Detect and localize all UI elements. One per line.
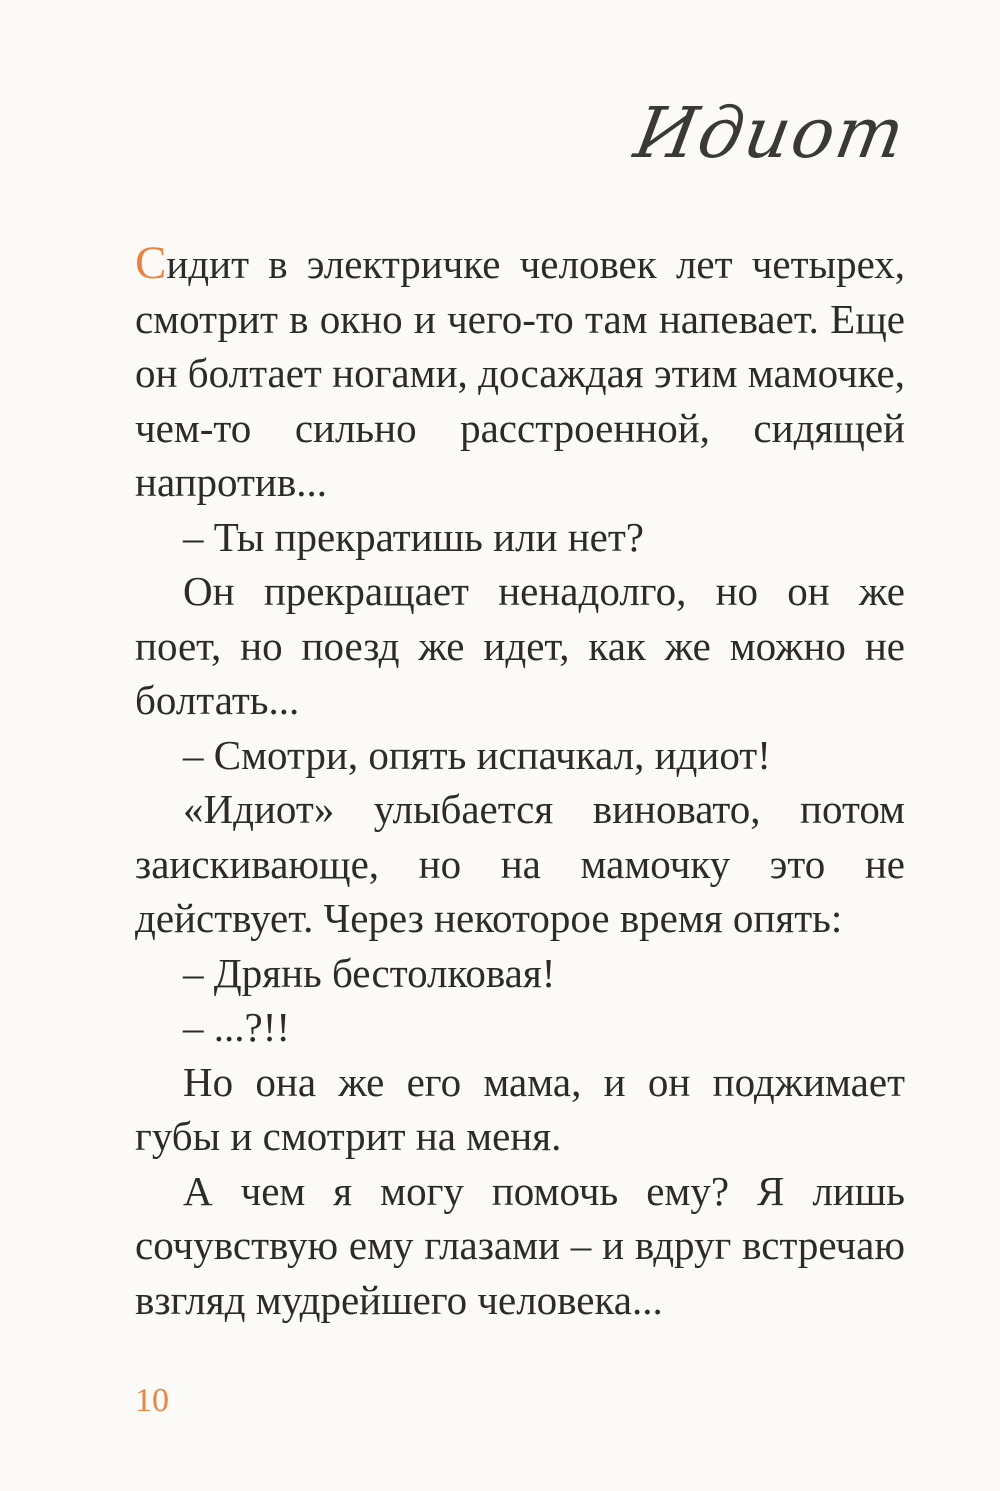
paragraph-3: Он прекращает ненадолго, но он же поет, но поезд же идет, как же можно не болтать... [135, 568, 905, 723]
story-text [135, 236, 905, 1327]
paragraph-6: – Дрянь бестолковая! [183, 949, 556, 996]
paragraph-4: – Смотри, опять испачкал, идиот! [183, 731, 771, 778]
paragraph-5: «Идиот» улыбается виновато, потом заискивающе, но на мамочку это не действует. Через некоторое время опять: [135, 786, 905, 941]
page-number: 10 [135, 1382, 169, 1419]
paragraph-9: А чем я могу помочь ему? Я лишь сочувствую ему глазами – и вдруг встречаю взгляд мудрейшего человека... [135, 1167, 905, 1323]
paragraph-1-text: идит в электричке человек лет четырех, смотрит в окно и чего-то там напевает. Еще он болтает ногами, досаждая этим мамочке, чем-то сильно расстроенной, сидящей напротив... [135, 241, 905, 505]
paragraph-1 [135, 236, 905, 510]
paragraph-2: – Ты прекратишь или нет? [183, 513, 644, 560]
paragraph-7: – ...?!! [183, 1004, 291, 1050]
paragraph-8: Но она же его мама, и он поджимает губы и смотрит на меня. [135, 1058, 905, 1159]
drop-cap-letter: С [135, 237, 167, 289]
chapter-title: Идиот [628, 92, 913, 174]
